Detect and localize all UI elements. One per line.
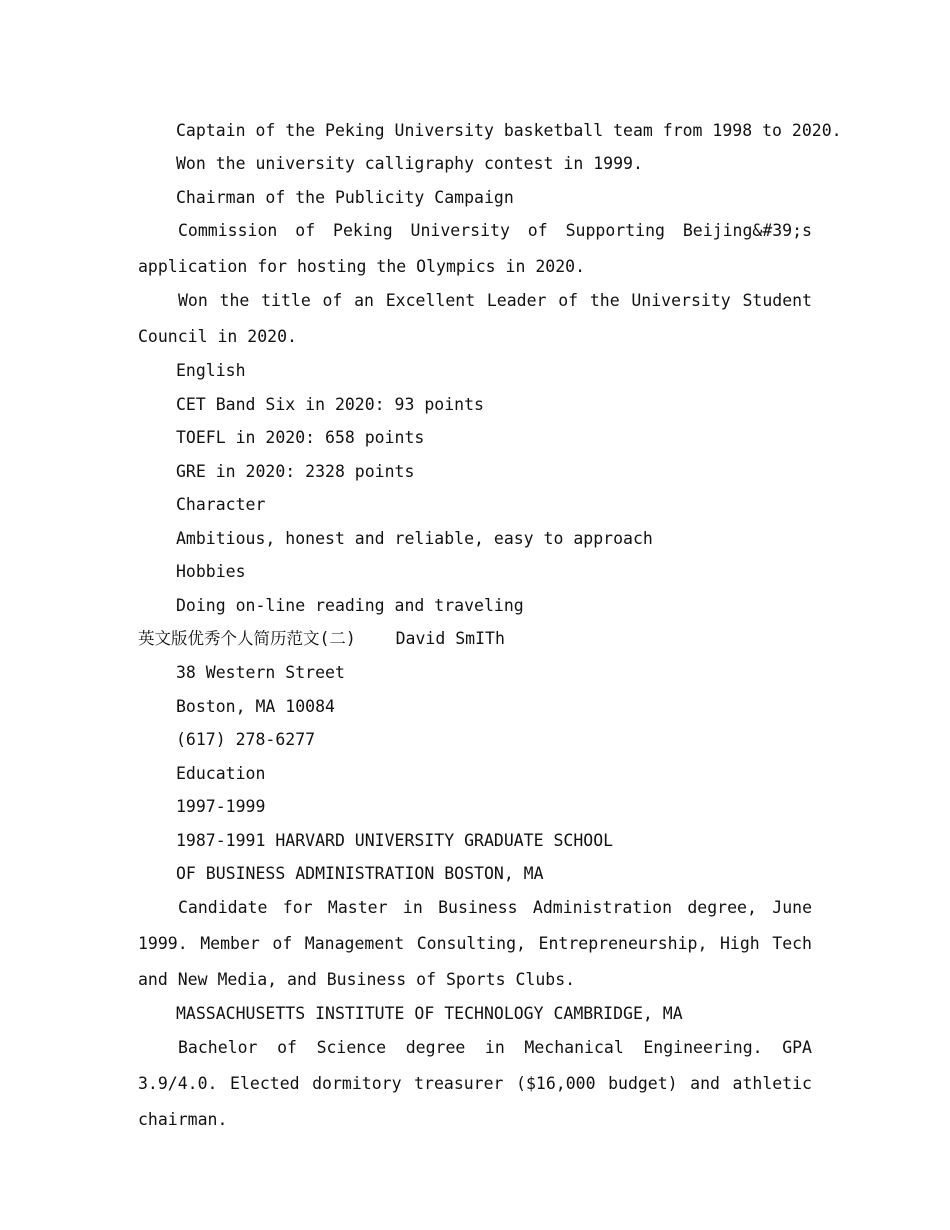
education-mba-paragraph bbox=[138, 890, 812, 998]
score-gre: GRE in 2020: 2328 points bbox=[176, 462, 415, 481]
section-heading-english: English bbox=[176, 361, 246, 380]
address-line-2: Boston, MA 10084 bbox=[176, 697, 335, 716]
education-harvard: 1987-1991 HARVARD UNIVERSITY GRADUATE SCHOOL bbox=[176, 831, 614, 850]
address-line-1: 38 Western Street bbox=[176, 663, 345, 682]
education-bs: Bachelor of Science degree in Mechanical Engineering. GPA 3.9/4.0. Elected dormitory treasurer ($16,000 budget) and athletic chairman. bbox=[138, 1038, 812, 1129]
activity-leader-paragraph bbox=[138, 283, 812, 355]
section-heading-education: Education bbox=[176, 764, 266, 783]
education-bs-paragraph bbox=[138, 1030, 812, 1138]
activity-leader: Won the title of an Excellent Leader of the University Student Council in 2020. bbox=[138, 291, 812, 346]
activity-captain: Captain of the Peking University basketball team from 1998 to 2020. bbox=[176, 121, 842, 140]
education-harvard-school: OF BUSINESS ADMINISTRATION BOSTON, MA bbox=[176, 864, 544, 883]
activity-commission: Commission of Peking University of Supporting Beijing&#39;s application for hosting the Olympics in 2020. bbox=[138, 221, 812, 276]
character-text: Ambitious, honest and reliable, easy to approach bbox=[176, 529, 653, 548]
sample-two-title: 英文版优秀个人简历范文(二) David SmITh bbox=[138, 629, 505, 648]
section-heading-character: Character bbox=[176, 495, 266, 514]
activity-commission-paragraph bbox=[138, 213, 812, 285]
activity-chairman: Chairman of the Publicity Campaign bbox=[176, 188, 514, 207]
activity-calligraphy: Won the university calligraphy contest in 1999. bbox=[176, 154, 643, 173]
score-toefl: TOEFL in 2020: 658 points bbox=[176, 428, 425, 447]
phone-number: (617) 278-6277 bbox=[176, 730, 316, 749]
education-years: 1997-1999 bbox=[176, 797, 266, 816]
education-mba: Candidate for Master in Business Administration degree, June 1999. Member of Management Consulting, Entrepreneurship, High Tech and New Media, and Business of Sports Clubs. bbox=[138, 898, 812, 989]
education-mit: MASSACHUSETTS INSTITUTE OF TECHNOLOGY CAMBRIDGE, MA bbox=[176, 1004, 683, 1023]
hobbies-text: Doing on-line reading and traveling bbox=[176, 596, 524, 615]
section-heading-hobbies: Hobbies bbox=[176, 562, 246, 581]
score-cet: CET Band Six in 2020: 93 points bbox=[176, 395, 484, 414]
